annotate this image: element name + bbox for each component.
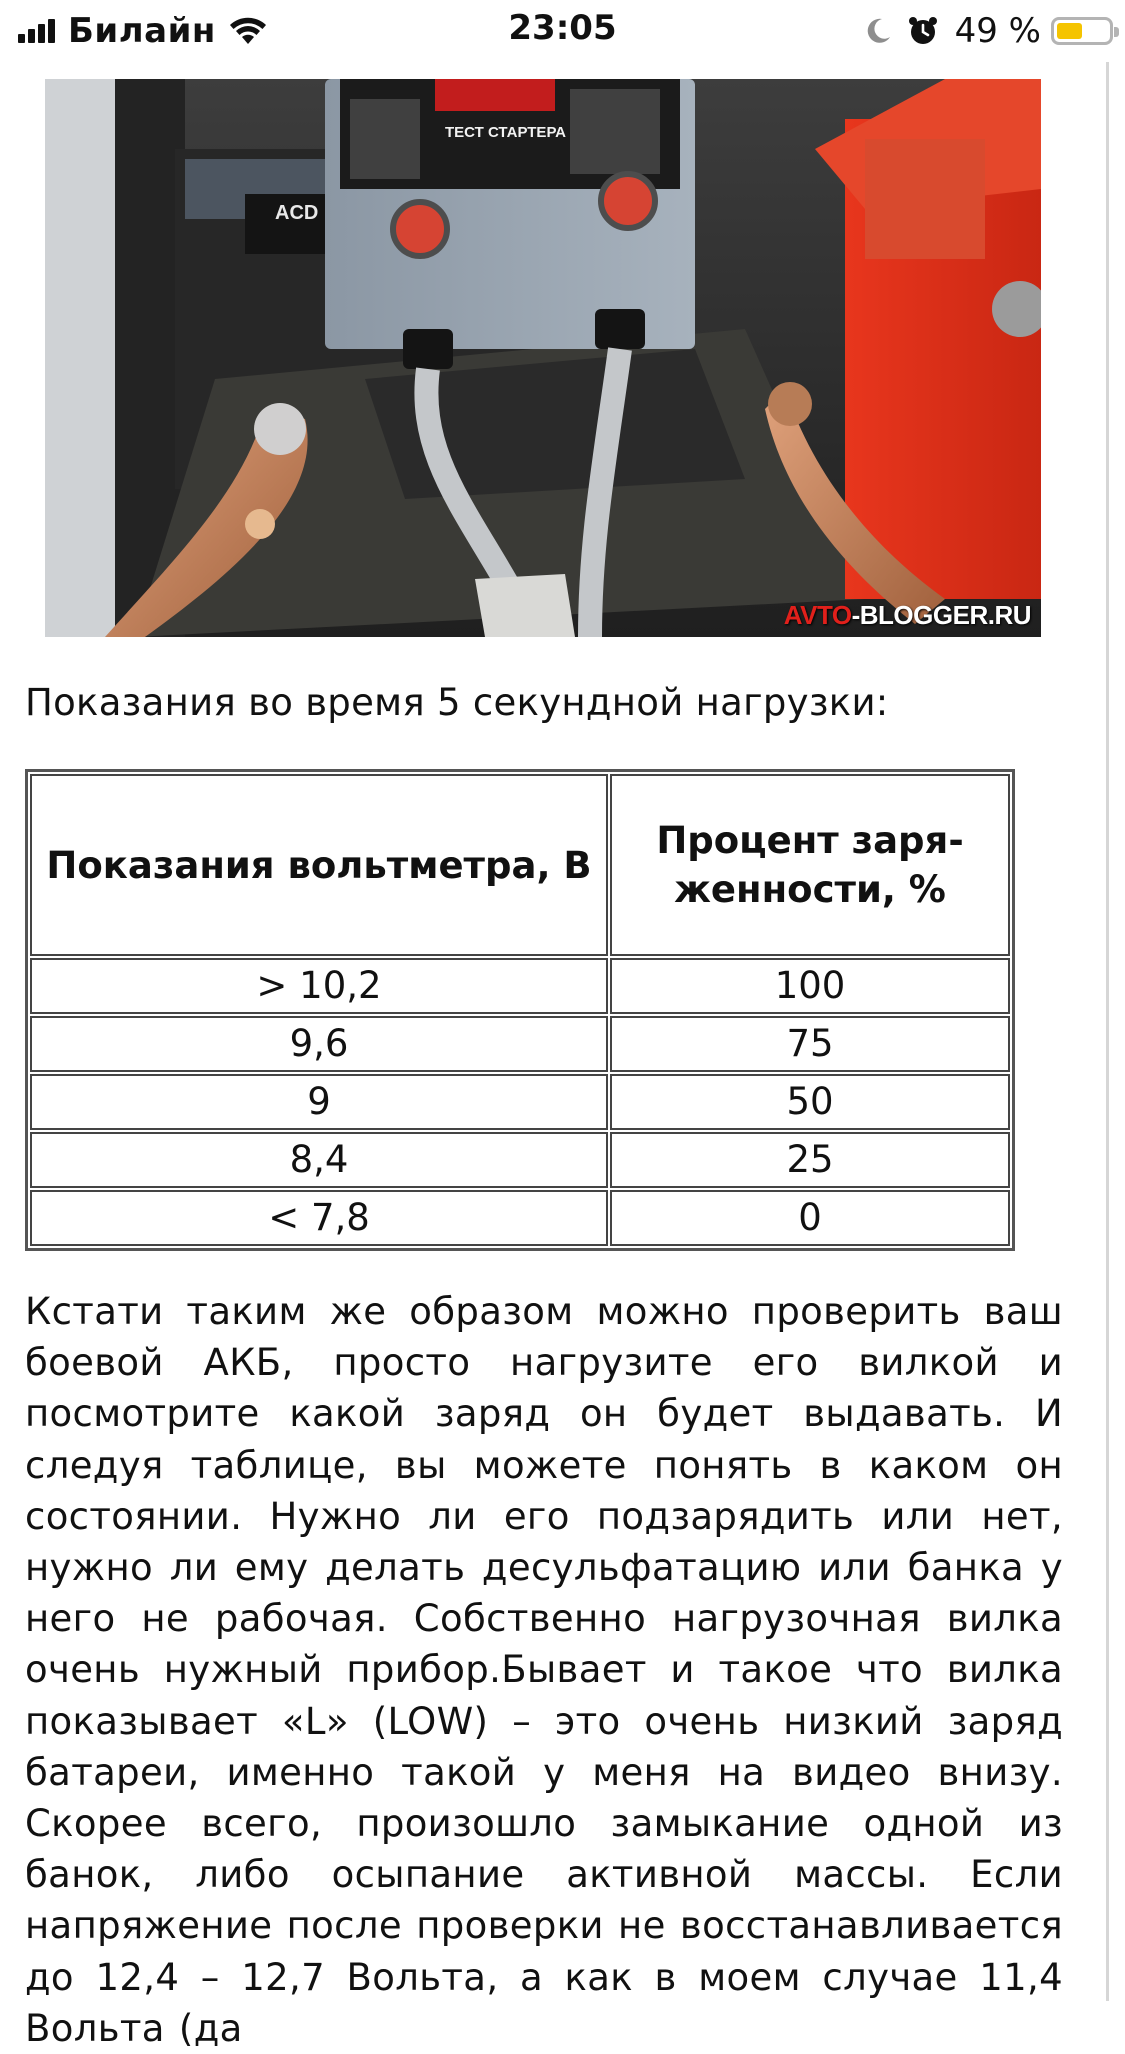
cell-voltage: < 7,8: [30, 1190, 608, 1246]
header-charge-percent: Процент заряженности, %: [610, 774, 1010, 956]
cell-voltage: 8,4: [30, 1132, 608, 1188]
status-bar: [0, 0, 1125, 62]
cell-voltage: 9,6: [30, 1016, 608, 1072]
watermark-red-part: AVTO: [783, 600, 852, 630]
table-header-row: [30, 774, 1010, 956]
header-voltmeter: Показания вольтметра, В: [30, 774, 608, 956]
tester-label: ТЕСТ СТАРТЕРА: [445, 124, 566, 141]
moon-icon: [863, 16, 893, 46]
battery-level-fill: [1057, 23, 1082, 39]
article-photo: [45, 79, 1041, 637]
article-paragraph: Кстати таким же образом можно проверить ваш боевой АКБ, просто нагрузите его вилкой и посмотрите какой заряд он будет выдавать. И следуя таблице, вы можете понять в каком он состоянии. Нужно ли его подзарядить или нет, нужно ли ему делать десульфатацию или банка у него не рабочая. Собственно нагрузочная вилка очень нужный прибор.Бывает и такое что вилка показывает «L» (LOW) – это очень низкий заряд батареи, именно такой у меня на видео внизу. Скорее всего, произошло замыкание одной из банок, либо осыпание активной массы. Если напряжение после проверки не восстанавливается до 12,4 – 12,7 Вольта, а как в моем случае 11,4 Вольта (да: [25, 1290, 1063, 2050]
battery-percent: 49 %: [954, 11, 1041, 51]
cell-percent: 0: [610, 1190, 1010, 1246]
photo-watermark: [784, 600, 1031, 631]
clock-time: 23:05: [508, 8, 617, 48]
table-row: [30, 1074, 1010, 1130]
alarm-icon: [907, 15, 939, 47]
table-row: [30, 1132, 1010, 1188]
svg-text:ACD: ACD: [275, 202, 319, 224]
charge-table: [25, 769, 1015, 1251]
cell-voltage: > 10,2: [30, 958, 608, 1014]
battery-tester-illustration: [45, 79, 1041, 637]
table-row: [30, 1016, 1010, 1072]
cell-percent: 25: [610, 1132, 1010, 1188]
carrier-name: Билайн: [68, 11, 216, 51]
cell-percent: 100: [610, 958, 1010, 1014]
battery-cap: [1114, 27, 1119, 37]
status-right: [863, 10, 1113, 52]
battery-icon: [1051, 17, 1113, 45]
watermark-white-part: -BLOGGER.RU: [851, 600, 1031, 630]
table-row: [30, 1190, 1010, 1246]
table-row: [30, 958, 1010, 1014]
cell-percent: 75: [610, 1016, 1010, 1072]
cell-voltage: 9: [30, 1074, 608, 1130]
cell-percent: 50: [610, 1074, 1010, 1130]
table-intro-text: Показания во время 5 секундной нагрузки:: [25, 681, 889, 724]
